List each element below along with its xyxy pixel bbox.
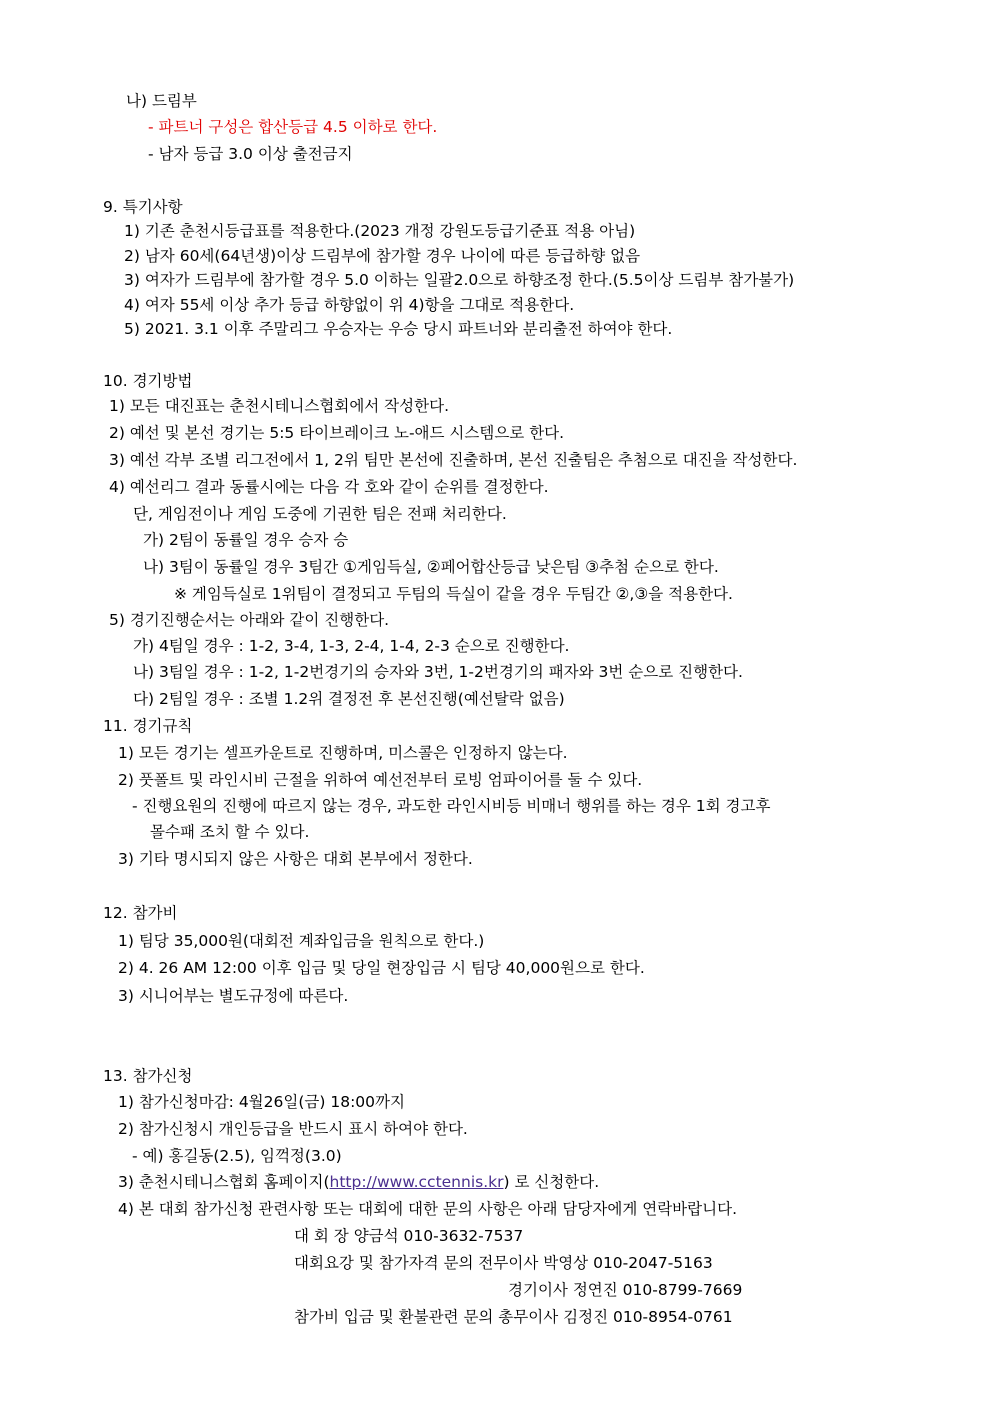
- text-line-l13: 3) 예선 각부 조별 리그전에서 1, 2위 팀만 본선에 진출하며, 본선 진출팀은 추첨으로 대진을 작성한다.: [109, 451, 798, 469]
- text-line-l15: 단, 게임전이나 게임 도중에 기권한 팀은 전패 처리한다.: [133, 505, 507, 523]
- text-line-l29: 12. 참가비: [103, 904, 178, 922]
- text-line-l23: 11. 경기규칙: [103, 717, 193, 735]
- text-line-l20: 가) 4팀일 경우 : 1-2, 3-4, 1-3, 2-4, 1-4, 2-3 순으로 진행한다.: [133, 637, 570, 655]
- text-line-l02: - 파트너 구성은 합산등급 4.5 이하로 한다.: [148, 118, 438, 136]
- text-line-l11: 1) 모든 대진표는 춘천시테니스협회에서 작성한다.: [109, 397, 450, 415]
- text-line-l10: 10. 경기방법: [103, 372, 193, 390]
- website-suffix: ) 로 신청한다.: [503, 1173, 600, 1191]
- text-line-l16: 가) 2팀이 동률일 경우 승자 승: [143, 531, 349, 549]
- text-line-l07: 3) 여자가 드림부에 참가할 경우 5.0 이하는 일괄2.0으로 하향조정 한다.(5.5이상 드림부 참가불가): [124, 271, 795, 289]
- text-line-l19: 5) 경기진행순서는 아래와 같이 진행한다.: [109, 611, 390, 629]
- text-line-l25: 2) 풋폴트 및 라인시비 근절을 위하여 예선전부터 로빙 엄파이어를 둘 수 있다.: [118, 771, 643, 789]
- text-line-l28: 3) 기타 명시되지 않은 사항은 대회 본부에서 정한다.: [118, 850, 473, 868]
- contact-line-c1: 대 회 장 양금석 010-3632-7537: [294, 1227, 524, 1245]
- text-line-l04: 9. 특기사항: [103, 198, 183, 216]
- text-line-l09: 5) 2021. 3.1 이후 주말리그 우승자는 우승 당시 파트너와 분리출전 하여야 한다.: [124, 320, 673, 338]
- text-line-l31: 2) 4. 26 AM 12:00 이후 입금 및 당일 현장입금 시 팀당 40,000원으로 한다.: [118, 959, 645, 977]
- text-line-l03: - 남자 등급 3.0 이상 출전금지: [148, 145, 353, 163]
- text-line-l06: 2) 남자 60세(64년생)이상 드림부에 참가할 경우 나이에 따른 등급하향 없음: [124, 247, 641, 265]
- contact-line-c0: 4) 본 대회 참가신청 관련사항 또는 대회에 대한 문의 사항은 아래 담당자에게 연락바랍니다.: [118, 1200, 737, 1218]
- website-line: [118, 1172, 599, 1192]
- text-line-l32: 3) 시니어부는 별도규정에 따른다.: [118, 987, 349, 1005]
- contact-line-c4: 참가비 입금 및 환불관련 문의 총무이사 김정진 010-8954-0761: [294, 1308, 733, 1326]
- text-line-l17: 나) 3팀이 동률일 경우 3팀간 ①게임득실, ②페어합산등급 낮은팀 ③추첨 순으로 한다.: [143, 558, 719, 576]
- text-line-l30: 1) 팀당 35,000원(대회전 계좌입금을 원칙으로 한다.): [118, 932, 485, 950]
- text-line-l18: ※ 게임득실로 1위팀이 결정되고 두팀의 득실이 같을 경우 두팀간 ②,③을 적용한다.: [174, 585, 733, 603]
- text-line-l26: - 진행요원의 진행에 따르지 않는 경우, 과도한 라인시비등 비매너 행위를 하는 경우 1회 경고후: [132, 797, 771, 815]
- contact-line-c3: 경기이사 정연진 010-8799-7669: [508, 1281, 743, 1299]
- text-line-l21: 나) 3팀일 경우 : 1-2, 1-2번경기의 승자와 3번, 1-2번경기의 패자와 3번 순으로 진행한다.: [133, 663, 743, 681]
- text-line-l14: 4) 예선리그 결과 동률시에는 다음 각 호와 같이 순위를 결정한다.: [109, 478, 549, 496]
- website-prefix: 3) 춘천시테니스협회 홈페이지(: [118, 1173, 330, 1191]
- text-line-l24: 1) 모든 경기는 셀프카운트로 진행하며, 미스콜은 인정하지 않는다.: [118, 744, 568, 762]
- contact-line-c2: 대회요강 및 참가자격 문의 전무이사 박영상 010-2047-5163: [294, 1254, 713, 1272]
- text-line-l27: 몰수패 조치 할 수 있다.: [150, 823, 310, 841]
- text-line-l33: 13. 참가신청: [103, 1067, 193, 1085]
- text-line-l05: 1) 기존 춘천시등급표를 적용한다.(2023 개정 강원도등급기준표 적용 아님): [124, 222, 636, 240]
- text-line-l34: 1) 참가신청마감: 4월26일(금) 18:00까지: [118, 1093, 405, 1111]
- website-link[interactable]: http://www.cctennis.kr: [329, 1173, 504, 1191]
- text-line-l22: 다) 2팀일 경우 : 조별 1.2위 결정전 후 본선진행(예선탈락 없음): [133, 690, 565, 708]
- text-line-l08: 4) 여자 55세 이상 추가 등급 하향없이 위 4)항을 그대로 적용한다.: [124, 296, 575, 314]
- text-line-l36: - 예) 홍길동(2.5), 임꺽정(3.0): [132, 1147, 342, 1165]
- text-line-l01: 나) 드림부: [126, 92, 197, 110]
- text-line-l35: 2) 참가신청시 개인등급을 반드시 표시 하여야 한다.: [118, 1120, 468, 1138]
- text-line-l12: 2) 예선 및 본선 경기는 5:5 타이브레이크 노-애드 시스템으로 한다.: [109, 424, 565, 442]
